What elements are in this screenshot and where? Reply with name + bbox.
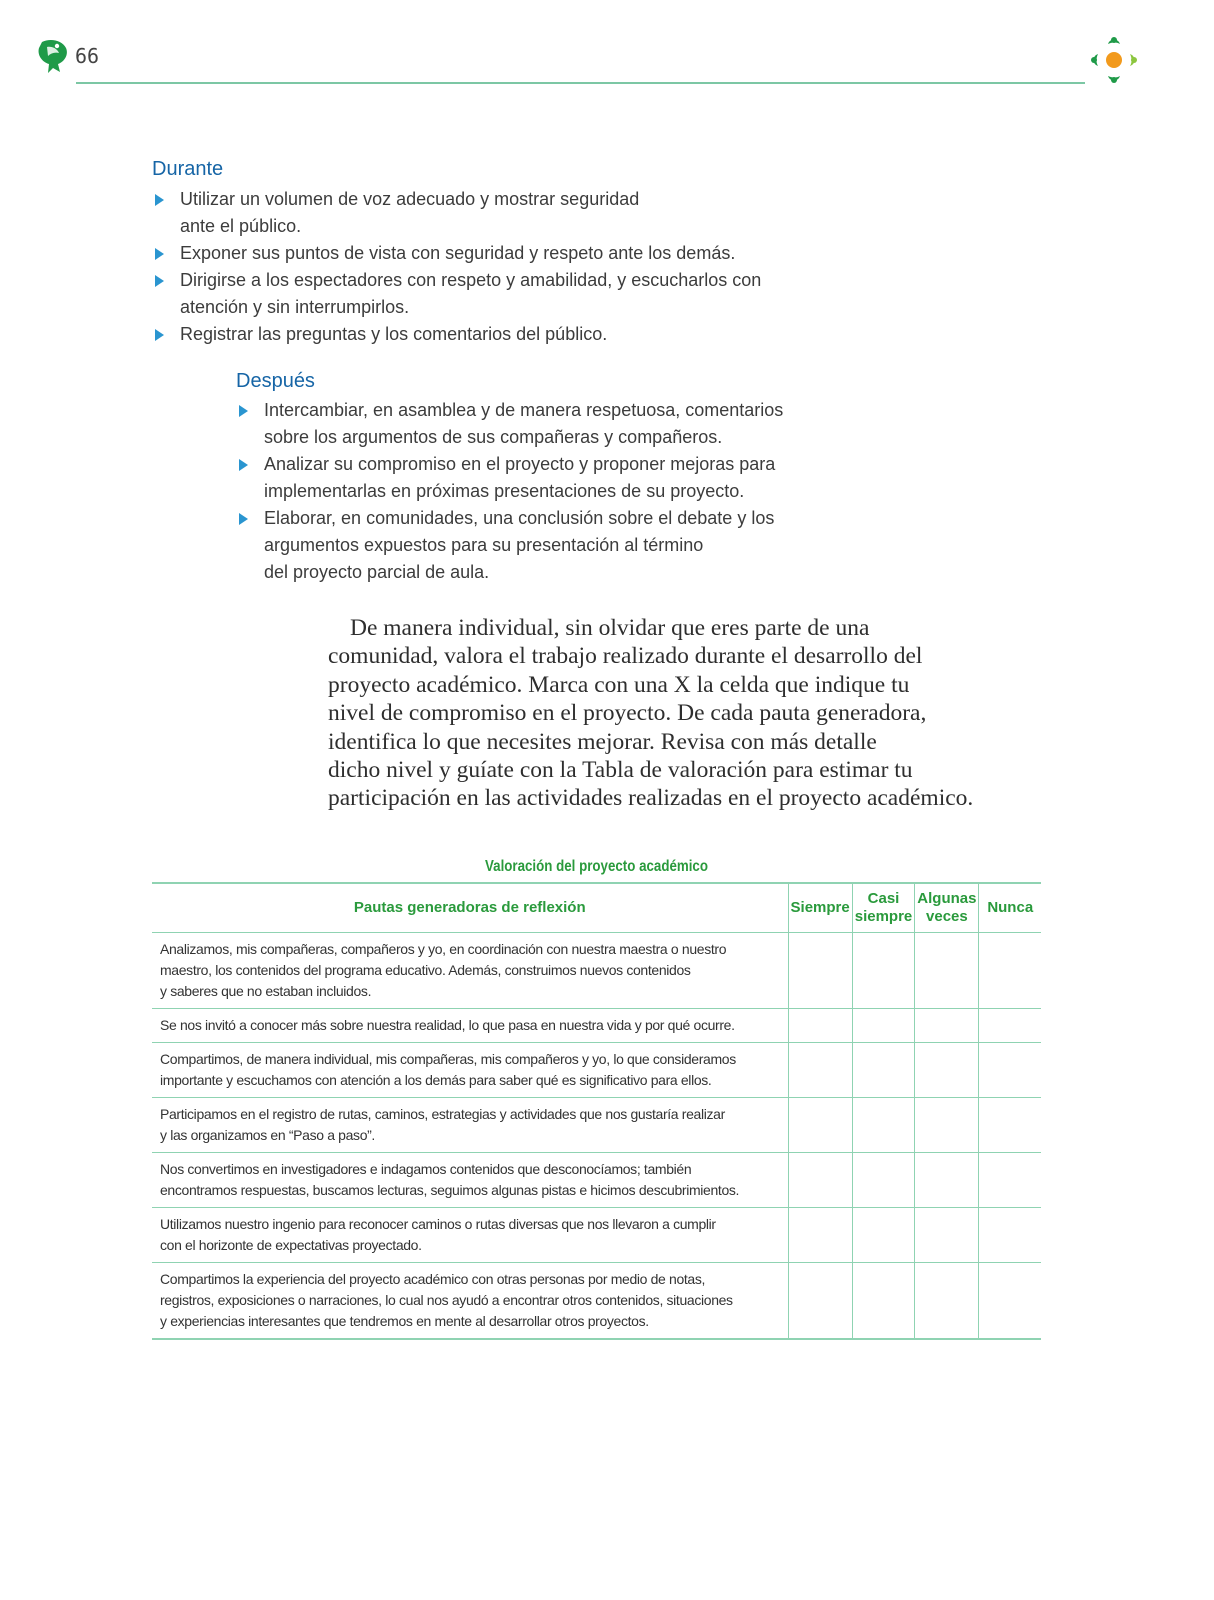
leaf-emblem-icon xyxy=(36,38,70,74)
text-line: importante y escuchamos con atención a los demás para saber qué es significativo para ellos. xyxy=(160,1072,712,1088)
pauta-text xyxy=(152,1098,788,1153)
instructions-line: identifica lo que necesites mejorar. Revisa con más detalle xyxy=(328,728,877,755)
rating-cell[interactable] xyxy=(852,1043,915,1098)
durante-bullet-item xyxy=(152,186,792,240)
text-line: y saberes que no estaban incluidos. xyxy=(160,983,372,999)
text-line: Participamos en el registro de rutas, caminos, estrategias y actividades que nos gustaría realizar xyxy=(160,1106,725,1122)
text-line: Registrar las preguntas y los comentarios del público. xyxy=(180,324,608,344)
text-line: y las organizamos en “Paso a paso”. xyxy=(160,1127,375,1143)
table-row xyxy=(152,1153,1041,1208)
header-divider xyxy=(76,82,1085,84)
text-line: Exponer sus puntos de vista con seguridad y respeto ante los demás. xyxy=(180,243,736,263)
assessment-table xyxy=(152,882,1041,1340)
header-rating-0 xyxy=(788,883,852,933)
text-line: Se nos invitó a conocer más sobre nuestra realidad, lo que pasa en nuestra vida y por qué ocurre. xyxy=(160,1017,735,1033)
text-line: Nunca xyxy=(987,899,1034,916)
text-line: veces xyxy=(926,908,968,925)
despues-bullet-item xyxy=(236,505,856,586)
text-line: Nos convertimos en investigadores e indagamos contenidos que desconocíamos; también xyxy=(160,1161,692,1177)
header-pautas: Pautas generadoras de reflexión xyxy=(152,883,788,933)
bullet-triangle-icon xyxy=(239,513,248,525)
instructions-line: nivel de compromiso en el proyecto. De cada pauta generadora, xyxy=(328,700,927,727)
text-line: Elaborar, en comunidades, una conclusión sobre el debate y los xyxy=(264,508,775,528)
pauta-text xyxy=(152,1263,788,1340)
instructions-line: comunidad, valora el trabajo realizado durante el desarrollo del xyxy=(328,643,923,670)
text-line: encontramos respuestas, buscamos lecturas, seguimos algunas pistas e hicimos descubrimientos. xyxy=(160,1182,740,1198)
text-line: sobre los argumentos de sus compañeras y compañeros. xyxy=(264,427,723,447)
durante-bullet-list xyxy=(152,186,792,348)
rating-cell[interactable] xyxy=(788,1009,852,1043)
rating-cell[interactable] xyxy=(979,1009,1041,1043)
pauta-text xyxy=(152,1153,788,1208)
section-title-despues: Después xyxy=(236,370,315,392)
despues-bullet-item xyxy=(236,397,856,451)
text-line: maestro, los contenidos del programa educativo. Además, construimos nuevos contenidos xyxy=(160,962,691,978)
rating-cell[interactable] xyxy=(852,1098,915,1153)
text-line: Intercambiar, en asamblea y de manera respetuosa, comentarios xyxy=(264,400,784,420)
rating-cell[interactable] xyxy=(788,1043,852,1098)
pauta-text xyxy=(152,933,788,1009)
durante-bullet-item xyxy=(152,240,792,267)
rating-cell[interactable] xyxy=(915,1208,979,1263)
page-number: 66 xyxy=(75,44,100,68)
flower-logo-icon xyxy=(1088,34,1140,86)
rating-cell[interactable] xyxy=(788,1263,852,1340)
text-line: Compartimos la experiencia del proyecto académico con otras personas por medio de notas, xyxy=(160,1271,706,1287)
text-line: Compartimos, de manera individual, mis compañeras, mis compañeros y yo, lo que consideramos xyxy=(160,1051,736,1067)
text-line: y experiencias interesantes que tendremos en mente al desarrollar otros proyectos. xyxy=(160,1313,649,1329)
text-line: Utilizamos nuestro ingenio para reconocer caminos o rutas diversas que nos llevaron a cumplir xyxy=(160,1216,716,1232)
rating-cell[interactable] xyxy=(979,1208,1041,1263)
durante-bullet-item xyxy=(152,321,792,348)
table-row xyxy=(152,1043,1041,1098)
header-rating-1 xyxy=(852,883,915,933)
bullet-triangle-icon xyxy=(155,248,164,260)
rating-cell[interactable] xyxy=(915,933,979,1009)
text-line: Utilizar un volumen de voz adecuado y mostrar seguridad xyxy=(180,189,640,209)
rating-cell[interactable] xyxy=(915,1098,979,1153)
table-row xyxy=(152,1009,1041,1043)
rating-cell[interactable] xyxy=(915,1263,979,1340)
rating-cell[interactable] xyxy=(852,1263,915,1340)
text-line: atención y sin interrumpirlos. xyxy=(180,297,410,317)
text-line: del proyecto parcial de aula. xyxy=(264,562,490,582)
table-row xyxy=(152,933,1041,1009)
bullet-triangle-icon xyxy=(155,275,164,287)
section-title-durante: Durante xyxy=(152,158,224,180)
bullet-triangle-icon xyxy=(239,459,248,471)
text-line: con el horizonte de expectativas proyectado. xyxy=(160,1237,422,1253)
instructions-line: De manera individual, sin olvidar que eres parte de una xyxy=(350,615,870,641)
text-line: Analizar su compromiso en el proyecto y proponer mejoras para xyxy=(264,454,776,474)
rating-cell[interactable] xyxy=(788,1208,852,1263)
text-line: argumentos expuestos para su presentación al término xyxy=(264,535,704,555)
header-rating-3 xyxy=(979,883,1041,933)
instructions-line: proyecto académico. Marca con una X la celda que indique tu xyxy=(328,671,910,698)
instructions-line: participación en las actividades realizadas en el proyecto académico. xyxy=(328,785,974,812)
rating-cell[interactable] xyxy=(915,1009,979,1043)
instructions-line: dicho nivel y guíate con la Tabla de valoración para estimar tu xyxy=(328,757,913,784)
pauta-text xyxy=(152,1208,788,1263)
text-line: siempre xyxy=(854,908,913,925)
text-line: Dirigirse a los espectadores con respeto y amabilidad, y escucharlos con xyxy=(180,270,762,290)
rating-cell[interactable] xyxy=(852,933,915,1009)
bullet-triangle-icon xyxy=(155,194,164,206)
rating-cell[interactable] xyxy=(852,1208,915,1263)
rating-cell[interactable] xyxy=(979,1098,1041,1153)
table-header-row xyxy=(152,883,1041,933)
durante-bullet-item xyxy=(152,267,792,321)
text-line: ante el público. xyxy=(180,216,302,236)
header-rating-2 xyxy=(915,883,979,933)
despues-bullet-item xyxy=(236,451,856,505)
rating-cell[interactable] xyxy=(788,1153,852,1208)
table-row xyxy=(152,1208,1041,1263)
text-line: Casi xyxy=(867,890,900,907)
rating-cell[interactable] xyxy=(915,1153,979,1208)
instructions-paragraph xyxy=(328,614,974,813)
text-line: Analizamos, mis compañeras, compañeros y yo, en coordinación con nuestra maestra o nuestro xyxy=(160,941,727,957)
bullet-triangle-icon xyxy=(239,405,248,417)
rating-cell[interactable] xyxy=(979,1263,1041,1340)
table-row xyxy=(152,1263,1041,1340)
text-line: implementarlas en próximas presentaciones de su proyecto. xyxy=(264,481,745,501)
rating-cell[interactable] xyxy=(788,1098,852,1153)
despues-bullet-list xyxy=(236,397,856,586)
text-line: registros, exposiciones o narraciones, lo cual nos ayudó a encontrar otros contenidos, situaciones xyxy=(160,1292,733,1308)
pauta-text xyxy=(152,1009,788,1043)
rating-cell[interactable] xyxy=(788,933,852,1009)
rating-cell[interactable] xyxy=(915,1043,979,1098)
rating-cell[interactable] xyxy=(852,1009,915,1043)
rating-cell[interactable] xyxy=(979,1153,1041,1208)
text-line: Siempre xyxy=(790,899,850,916)
bullet-triangle-icon xyxy=(155,329,164,341)
rating-cell[interactable] xyxy=(979,933,1041,1009)
rating-cell[interactable] xyxy=(979,1043,1041,1098)
text-line: Algunas xyxy=(917,890,977,907)
rating-cell[interactable] xyxy=(852,1153,915,1208)
table-row xyxy=(152,1098,1041,1153)
table-title: Valoración del proyecto académico xyxy=(484,858,708,875)
pauta-text xyxy=(152,1043,788,1098)
